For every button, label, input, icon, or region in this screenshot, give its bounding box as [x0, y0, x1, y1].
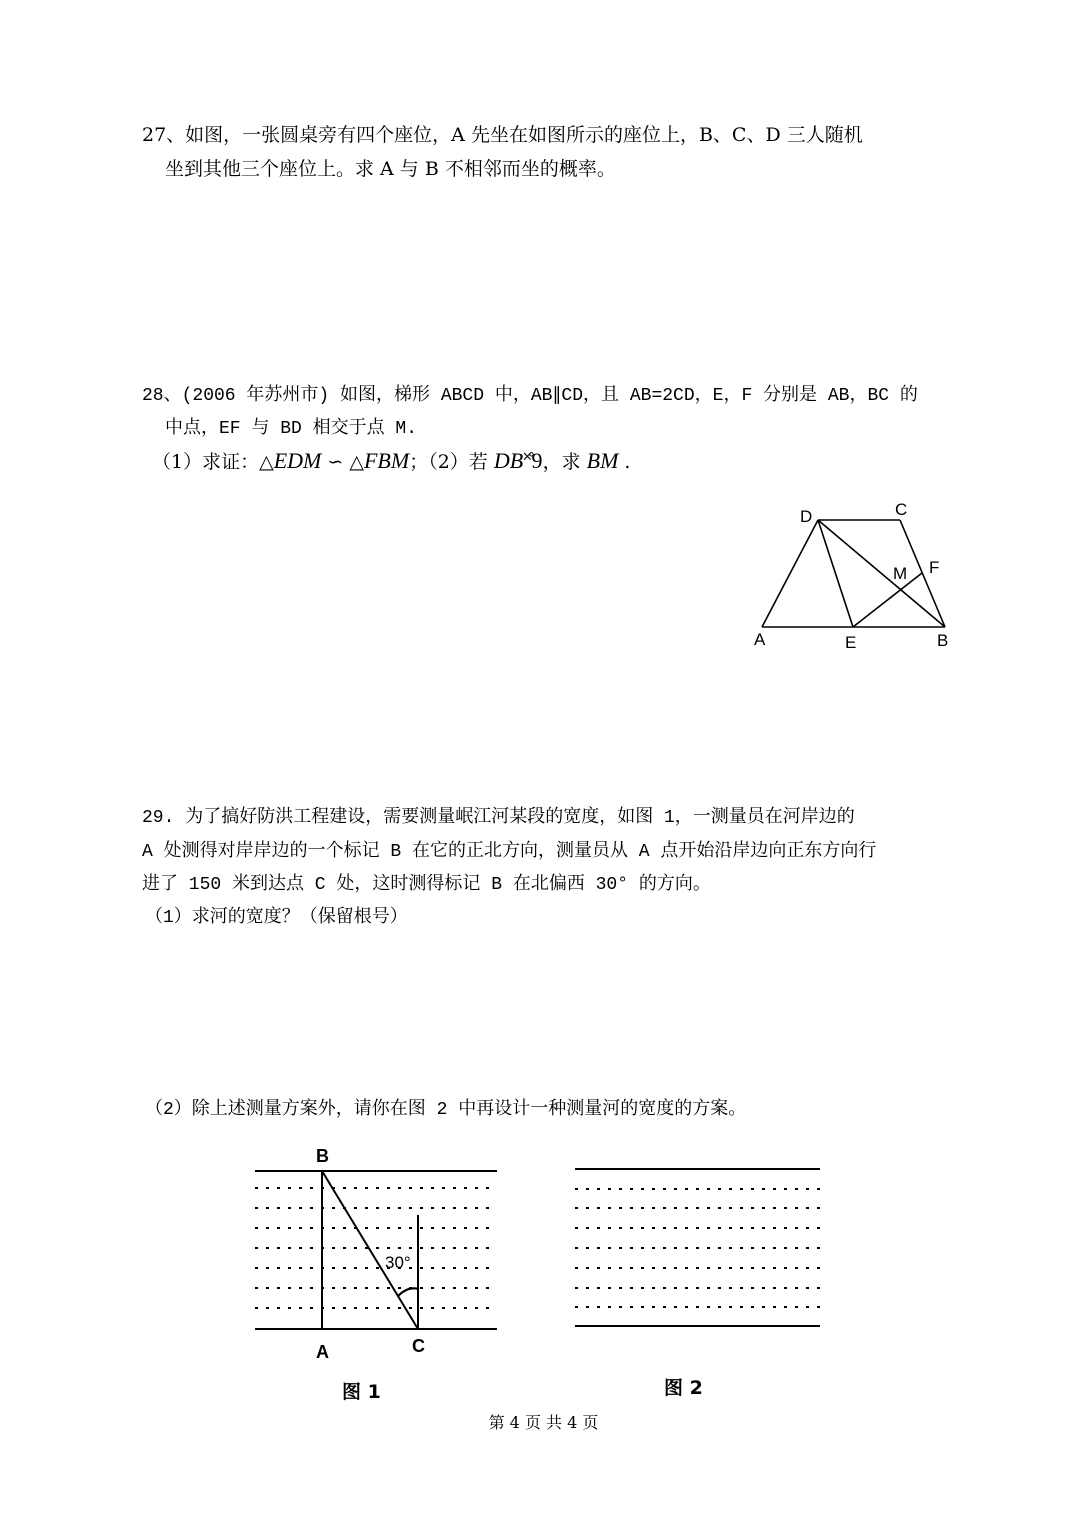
label-a: A [754, 630, 766, 649]
label-b: B [937, 631, 949, 650]
q28-line2: 中点，EF 与 BD 相交于点 M. [165, 419, 418, 439]
q28-similar-sign: ∽ △ [321, 451, 364, 473]
q28-math-edm: EDM [273, 448, 322, 473]
fig2-caption: 图 2 [664, 1377, 703, 1399]
segment-bc [322, 1171, 418, 1329]
label-e: E [845, 633, 857, 652]
q28-part2-tail: ，求 [542, 451, 581, 473]
diagonal-db [818, 520, 945, 627]
q29-line1: 29. 为了搞好防洪工程建设，需要测量岷江河某段的宽度，如图 1，一测量员在河岸边的 [142, 808, 855, 828]
q28-parts [152, 449, 630, 474]
fig1-label-b: B [316, 1146, 329, 1166]
q28-part2-end: . [618, 451, 631, 473]
river-figure-2 [565, 1155, 830, 1340]
angle-arc [398, 1288, 418, 1296]
river-figure-1 [240, 1135, 510, 1375]
q28-line1: 28、(2006 年苏州市) 如图，梯形 ABCD 中，AB∥CD，且 AB=2CD，E，F 分别是 AB，BC 的 [142, 386, 918, 406]
label-d: D [800, 507, 813, 526]
q29-line2: A 处测得对岸岸边的一个标记 B 在它的正北方向，测量员从 A 点开始沿岸边向正东方向行 [142, 842, 877, 862]
q28-part2-label: ；（2）若 [409, 451, 488, 473]
q28-math-db: DB [493, 448, 524, 473]
trapezoid-figure [745, 495, 970, 665]
q28-math-bm: BM [586, 448, 619, 473]
label-c: C [895, 500, 908, 519]
fig1-label-c: C [412, 1336, 425, 1356]
fig1-angle-label: 30° [385, 1253, 411, 1272]
q28-garbled-value: ˟̊9 [523, 448, 543, 473]
label-m: M [893, 564, 908, 583]
q29-part2: （2）除上述测量方案外，请你在图 2 中再设计一种测量河的宽度的方案。 [145, 1100, 747, 1120]
q27-line2: 坐到其他三个座位上。求 A 与 B 不相邻而坐的概率。 [165, 158, 616, 180]
fig1-caption: 图 1 [342, 1381, 381, 1403]
label-f: F [929, 558, 940, 577]
q29-part1: （1）求河的宽度？（保留根号） [145, 908, 408, 928]
edge-da [762, 520, 818, 627]
segment-de [818, 520, 853, 627]
q28-math-fbm: FBM [363, 448, 410, 473]
q27-line1: 27、如图，一张圆桌旁有四个座位，A 先坐在如图所示的座位上，B、C、D 三人随机 [142, 124, 863, 146]
fig1-label-a: A [316, 1342, 329, 1362]
q29-line3: 进了 150 米到达点 C 处，这时测得标记 B 在北偏西 30° 的方向。 [142, 875, 711, 895]
page-footer: 第 4 页 共 4 页 [488, 1413, 599, 1432]
q28-part1-label: （1）求证：△ [152, 451, 274, 473]
segment-ef [853, 573, 922, 627]
